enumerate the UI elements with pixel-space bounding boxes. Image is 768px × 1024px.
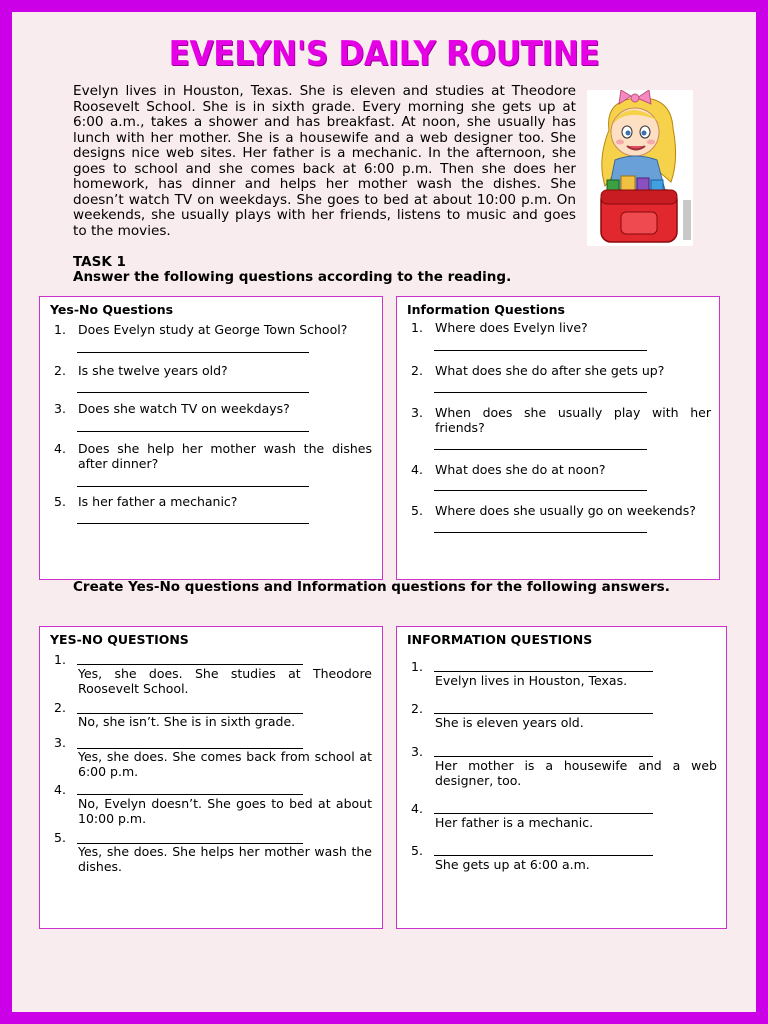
answer-number: 3.	[54, 735, 66, 750]
question-text: Does she help her mother wash the dishes after dinner?	[78, 441, 372, 471]
answer-number: 4.	[411, 801, 423, 816]
answer-number: 3.	[411, 744, 423, 759]
question-number: 1.	[411, 320, 423, 335]
answer-number: 4.	[54, 782, 66, 797]
answer-text: Yes, she does. She studies at Theodore Roosevelt School.	[78, 666, 372, 696]
answer-number: 5.	[54, 830, 66, 845]
answer-number: 5.	[411, 843, 423, 858]
question-text: What does she do at noon?	[435, 462, 606, 477]
question-line[interactable]	[434, 855, 653, 856]
answer-line[interactable]	[434, 350, 647, 351]
answer-line[interactable]	[434, 490, 647, 491]
answer-line[interactable]	[77, 392, 309, 393]
box-heading: INFORMATION QUESTIONS	[407, 632, 593, 647]
task-label: TASK 1	[73, 254, 126, 270]
answer-line[interactable]	[434, 449, 647, 450]
answer-text: She gets up at 6:00 a.m.	[435, 857, 590, 872]
question-number: 5.	[54, 494, 66, 509]
information-questions-box	[396, 296, 720, 580]
answer-number: 1.	[54, 652, 66, 667]
page-title: EVELYN'S DAILY ROUTINE	[168, 34, 600, 74]
question-line[interactable]	[434, 756, 653, 757]
answer-text: She is eleven years old.	[435, 715, 584, 730]
reading-passage: Evelyn lives in Houston, Texas. She is eleven and studies at Theodore Roosevelt School. She is in sixth grade. Every morning she gets up at 6:00 a.m., takes a shower and has breakfast. At noon, she usually has lunch with her mother. She is a housewife and a web designer too. She designs nice web sites. Her father is a mechanic. In the afternoon, she goes to school and she comes back at 6:00 p.m. Then she does her homework, has dinner and helps her mother wash the dishes. She doesn’t watch TV on weekdays. She goes to bed at about 10:00 p.m. On weekends, she usually plays with her friends, listens to music and goes to the movies.	[73, 83, 576, 239]
question-text: When does she usually play with her friends?	[435, 405, 711, 435]
create-questions-instruction: Create Yes-No questions and Information questions for the following answers.	[73, 579, 670, 595]
question-line[interactable]	[77, 794, 303, 795]
answer-text: No, she isn’t. She is in sixth grade.	[78, 714, 296, 729]
box-heading: Information Questions	[407, 302, 565, 317]
answer-number: 1.	[411, 659, 423, 674]
answer-text: Her mother is a housewife and a web designer, too.	[435, 758, 717, 788]
question-number: 3.	[411, 405, 423, 420]
question-text: What does she do after she gets up?	[435, 363, 665, 378]
question-number: 2.	[411, 363, 423, 378]
girl-with-backpack-illustration	[587, 90, 693, 246]
question-line[interactable]	[77, 664, 303, 665]
answer-text: Her father is a mechanic.	[435, 815, 594, 830]
yes-no-create-box	[39, 626, 383, 929]
answer-text: No, Evelyn doesn’t. She goes to bed at about 10:00 p.m.	[78, 796, 372, 826]
question-number: 5.	[411, 503, 423, 518]
question-text: Where does she usually go on weekends?	[435, 503, 696, 518]
information-create-box	[396, 626, 727, 929]
box-heading: Yes-No Questions	[50, 302, 174, 317]
question-line[interactable]	[434, 671, 653, 672]
box-heading: YES-NO QUESTIONS	[50, 632, 189, 647]
answer-text: Yes, she does. She helps her mother wash the dishes.	[78, 844, 372, 874]
answer-text: Yes, she does. She comes back from school at 6:00 p.m.	[78, 749, 372, 779]
answer-line[interactable]	[434, 392, 647, 393]
answer-number: 2.	[411, 701, 423, 716]
question-number: 2.	[54, 363, 66, 378]
answer-line[interactable]	[77, 352, 309, 353]
yes-no-questions-box	[39, 296, 383, 580]
answer-line[interactable]	[77, 431, 309, 432]
answer-line[interactable]	[77, 523, 309, 524]
question-number: 4.	[54, 441, 66, 456]
question-text: Is her father a mechanic?	[78, 494, 238, 509]
question-line[interactable]	[434, 713, 653, 714]
question-text: Where does Evelyn live?	[435, 320, 588, 335]
question-line[interactable]	[434, 813, 653, 814]
question-text: Is she twelve years old?	[78, 363, 228, 378]
question-number: 3.	[54, 401, 66, 416]
task-1-heading	[73, 255, 511, 285]
answer-line[interactable]	[77, 486, 309, 487]
question-text: Does Evelyn study at George Town School?	[78, 322, 348, 337]
question-number: 1.	[54, 322, 66, 337]
answer-text: Evelyn lives in Houston, Texas.	[435, 673, 628, 688]
question-number: 4.	[411, 462, 423, 477]
question-text: Does she watch TV on weekdays?	[78, 401, 290, 416]
answer-line[interactable]	[434, 532, 647, 533]
answer-number: 2.	[54, 700, 66, 715]
task-instruction: Answer the following questions according to the reading.	[73, 269, 512, 285]
